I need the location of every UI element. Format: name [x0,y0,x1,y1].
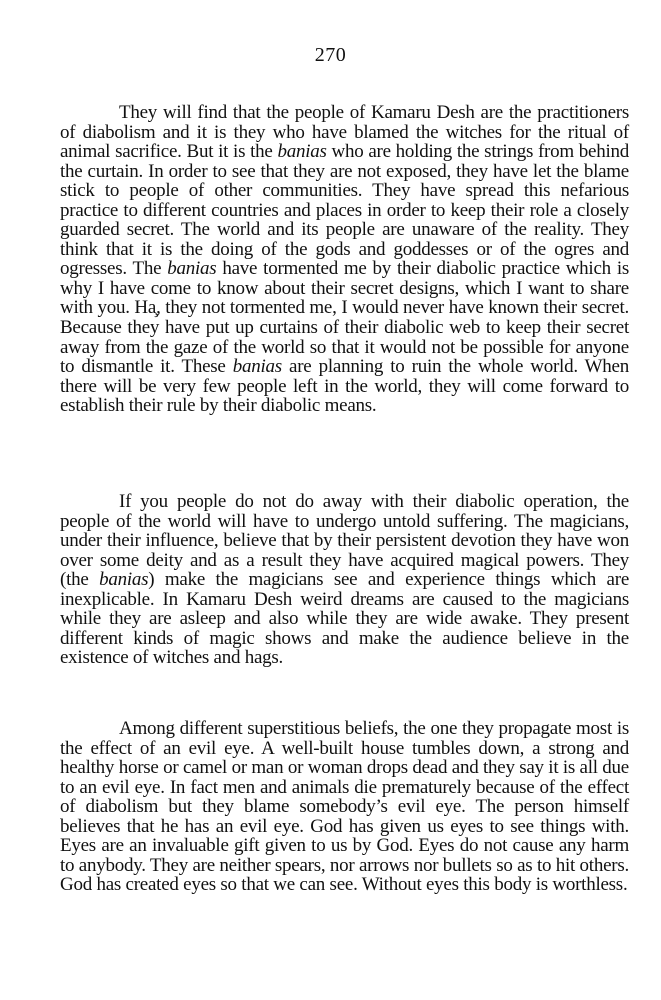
italic-term: banias [232,356,282,378]
italic-term: banias [277,141,327,163]
italic-term: banias [167,258,217,280]
paragraph-text: have tormented me by their diabolic practice which is why I have come to know about their secret designs, which I want to share with you. Ha̧, they not tormented me, I would never have known their secret. Because they have put up curtains of their diabolic web to keep their secret away from the gaze of the world so that it would not be possible for anyone to dismantle it. These [60,258,629,378]
paragraph-2 [60,492,629,668]
paragraph-text: They will find that the people of Kamaru Desh are the practitioners of diabolism and it is they who have blamed the witches for the ritual of animal sacrifice. But it is the [60,102,629,163]
italic-term: banias [99,569,149,591]
paragraph-text: who are holding the strings from behind the curtain. In order to see that they are not exposed, they have let the blame stick to people of other communities. They have spread this nefarious practice to different countries and places in order to keep their role a closely guarded secret. The world and its people are unaware of the reality. They think that it is the doing of the gods and goddesses or of the ogres and ogresses. The [60,141,629,280]
paragraph-text: Among different superstitious beliefs, the one they propagate most is the effect of an evil eye. A well-built house tumbles down, a strong and healthy horse or camel or man or woman drops dead and they say it is all due to an evil eye. In fact men and animals die prematurely because of the effect of diabolism but they blame somebody’s evil eye. The person himself believes that he has an evil eye. God has given us eyes to see things with. Eyes are an invaluable gift given to us by God. Eyes do not cause any harm to anybody. They are neither spears, nor arrows nor bullets so as to hit others. God has created eyes so that we can see. Without eyes this body is worthless. [60,718,629,896]
page-number: 270 [314,44,347,66]
paragraph-1 [60,103,629,416]
paragraph-3 [60,719,629,895]
paragraph-text: If you people do not do away with their diabolic operation, the people of the world will have to undergo untold suffering. The magicians, under their influence, believe that by their persistent devotion they have won over some deity and as a result they have acquired magical powers. They (the [60,491,629,591]
paragraph-text: are planning to ruin the whole world. When there will be very few people left in the world, they will come forward to establish their rule by their diabolic means. [60,356,629,417]
paragraph-text: ) make the magicians see and experience things which are inexplicable. In Kamaru Desh weird dreams are caused to the magicians while they are asleep and also while they are wide awake. They present different kinds of magic shows and make the audience believe in the existence of witches and hags. [60,569,629,669]
